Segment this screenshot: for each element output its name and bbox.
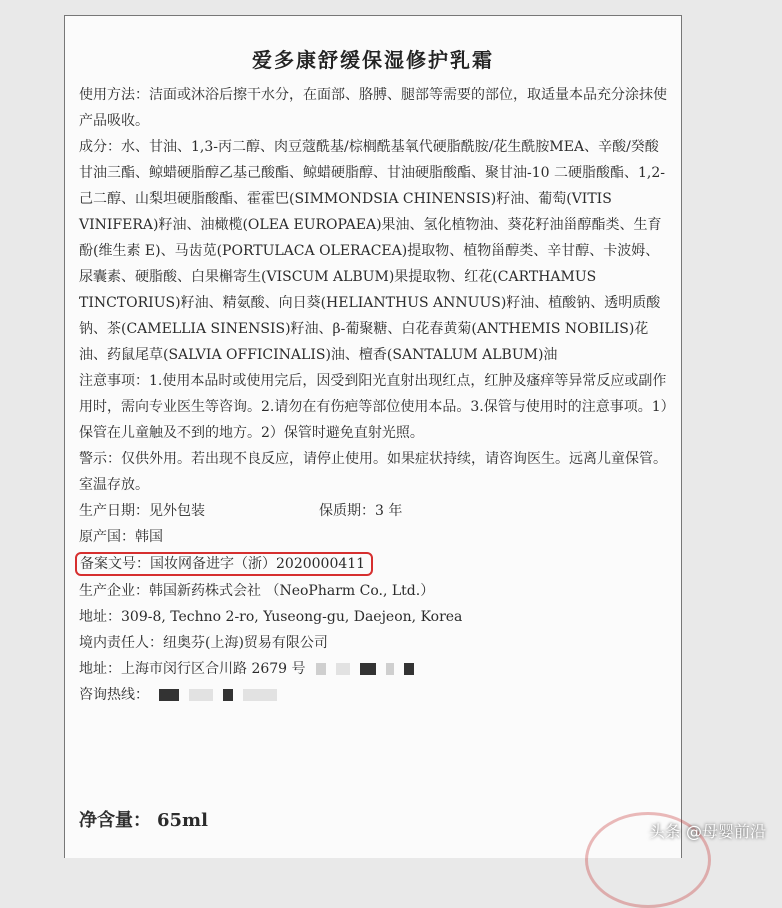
responsible-value: 纽奥芬(上海)贸易有限公司 (163, 635, 328, 651)
usage-section (79, 82, 669, 134)
date-shelf-row (79, 498, 669, 524)
responsible-row (79, 630, 669, 656)
address1-value: 309-8, Techno 2-ro, Yuseong-gu, Daejeon, Korea (121, 609, 463, 625)
origin-row (79, 524, 669, 550)
shelf-life-value: 3 年 (375, 503, 403, 519)
notes-label: 注意事项： (79, 373, 149, 389)
redaction-mark (360, 663, 376, 675)
manufacturer-value: 韩国新药株式会社 （NeoPharm Co., Ltd.） (149, 583, 435, 599)
filing-value: 国妆网备进字（浙）2020000411 (150, 556, 366, 572)
redaction-mark (316, 663, 326, 675)
net-value: 65ml (157, 810, 208, 831)
product-label-card (64, 15, 682, 858)
watermark: 头条 @母婴前沿 (648, 822, 766, 841)
warning-text: 仅供外用。若出现不良反应，请停止使用。如果症状持续，请咨询医生。远离儿童保管。室温存放。 (79, 451, 667, 493)
filing-label: 备案文号： (80, 556, 150, 572)
address1-row (79, 604, 669, 630)
address2-row (79, 656, 669, 682)
net-label: 净含量： (79, 810, 151, 831)
net-content (79, 806, 208, 832)
manufacturer-row (79, 578, 669, 604)
ingredients-text: 水、甘油、1,3-丙二醇、肉豆蔻酰基/棕榈酰基氧代硬脂酰胺/花生酰胺MEA、辛酸/癸酸甘油三酯、鲸蜡硬脂醇乙基己酸酯、鲸蜡硬脂醇、甘油硬脂酸酯、聚甘油-10 二硬脂酸酯、1,2-己二醇、山梨坦硬脂酸酯、霍霍巴(SIMMONDSIA CHINENSIS)籽油、葡萄(VITIS VINIFERA)籽油、油橄榄(OLEA EUROPAEA)果油、氢化植物油、葵花籽油甾醇酯类、生育酚(维生素 E)、马齿苋(PORTULACA OLERACEA)提取物、植物甾醇类、辛甘醇、卡波姆、尿囊素、硬脂酸、白果槲寄生(VISCUM ALBUM)果提取物、红花(CARTHAMUS TINCTORIUS)籽油、精氨酸、向日葵(HELIANTHUS ANNUUS)籽油、植酸钠、透明质酸钠、茶(CAMELLIA SINENSIS)籽油、β-葡聚糖、白花春黄菊(ANTHEMIS NOBILIS)花油、药鼠尾草(SALVIA OFFICINALIS)油、檀香(SANTALUM ALBUM)油 (79, 139, 665, 363)
address1-label: 地址： (79, 609, 121, 625)
redaction-mark (223, 689, 233, 701)
redaction-mark (189, 689, 213, 701)
shelf-life-label: 保质期： (319, 503, 375, 519)
redaction-mark (336, 663, 350, 675)
responsible-label: 境内责任人： (79, 635, 163, 651)
production-date (79, 498, 319, 524)
filing-row (79, 550, 669, 578)
usage-label: 使用方法： (79, 87, 149, 103)
redaction-mark (386, 663, 394, 675)
redaction-mark (404, 663, 414, 675)
production-date-label: 生产日期： (79, 503, 149, 519)
address2-value: 上海市闵行区合川路 2679 号 (121, 661, 306, 677)
manufacturer-label: 生产企业： (79, 583, 149, 599)
redaction-mark (159, 689, 179, 701)
origin-label: 原产国： (79, 529, 135, 545)
usage-text: 洁面或沐浴后擦干水分，在面部、胳膊、腿部等需要的部位，取适量本品充分涂抹使产品吸收。 (79, 87, 667, 129)
origin-value: 韩国 (135, 529, 163, 545)
ingredients-section (79, 134, 669, 368)
warning-label: 警示： (79, 451, 121, 467)
label-body (79, 82, 669, 708)
product-title: 爱多康舒缓保湿修护乳霜 (252, 48, 494, 72)
production-date-value: 见外包装 (149, 503, 205, 519)
filing-highlight-box (75, 552, 373, 576)
redaction-mark (243, 689, 277, 701)
hotline-row (79, 682, 669, 708)
shelf-life (319, 498, 402, 524)
address2-label: 地址： (79, 661, 121, 677)
notes-section (79, 368, 669, 446)
notes-text: 1.使用本品时或使用完后，因受到阳光直射出现红点，红肿及瘙痒等异常反应或副作用时，需向专业医生等咨询。2.请勿在有伤疤等部位使用本品。3.保管与使用时的注意事项。1）保管在儿童触及不到的地方。2）保管时避免直射光照。 (79, 373, 668, 441)
hotline-label: 咨询热线： (79, 687, 149, 703)
warning-section (79, 446, 669, 498)
ingredients-label: 成分： (79, 139, 121, 155)
